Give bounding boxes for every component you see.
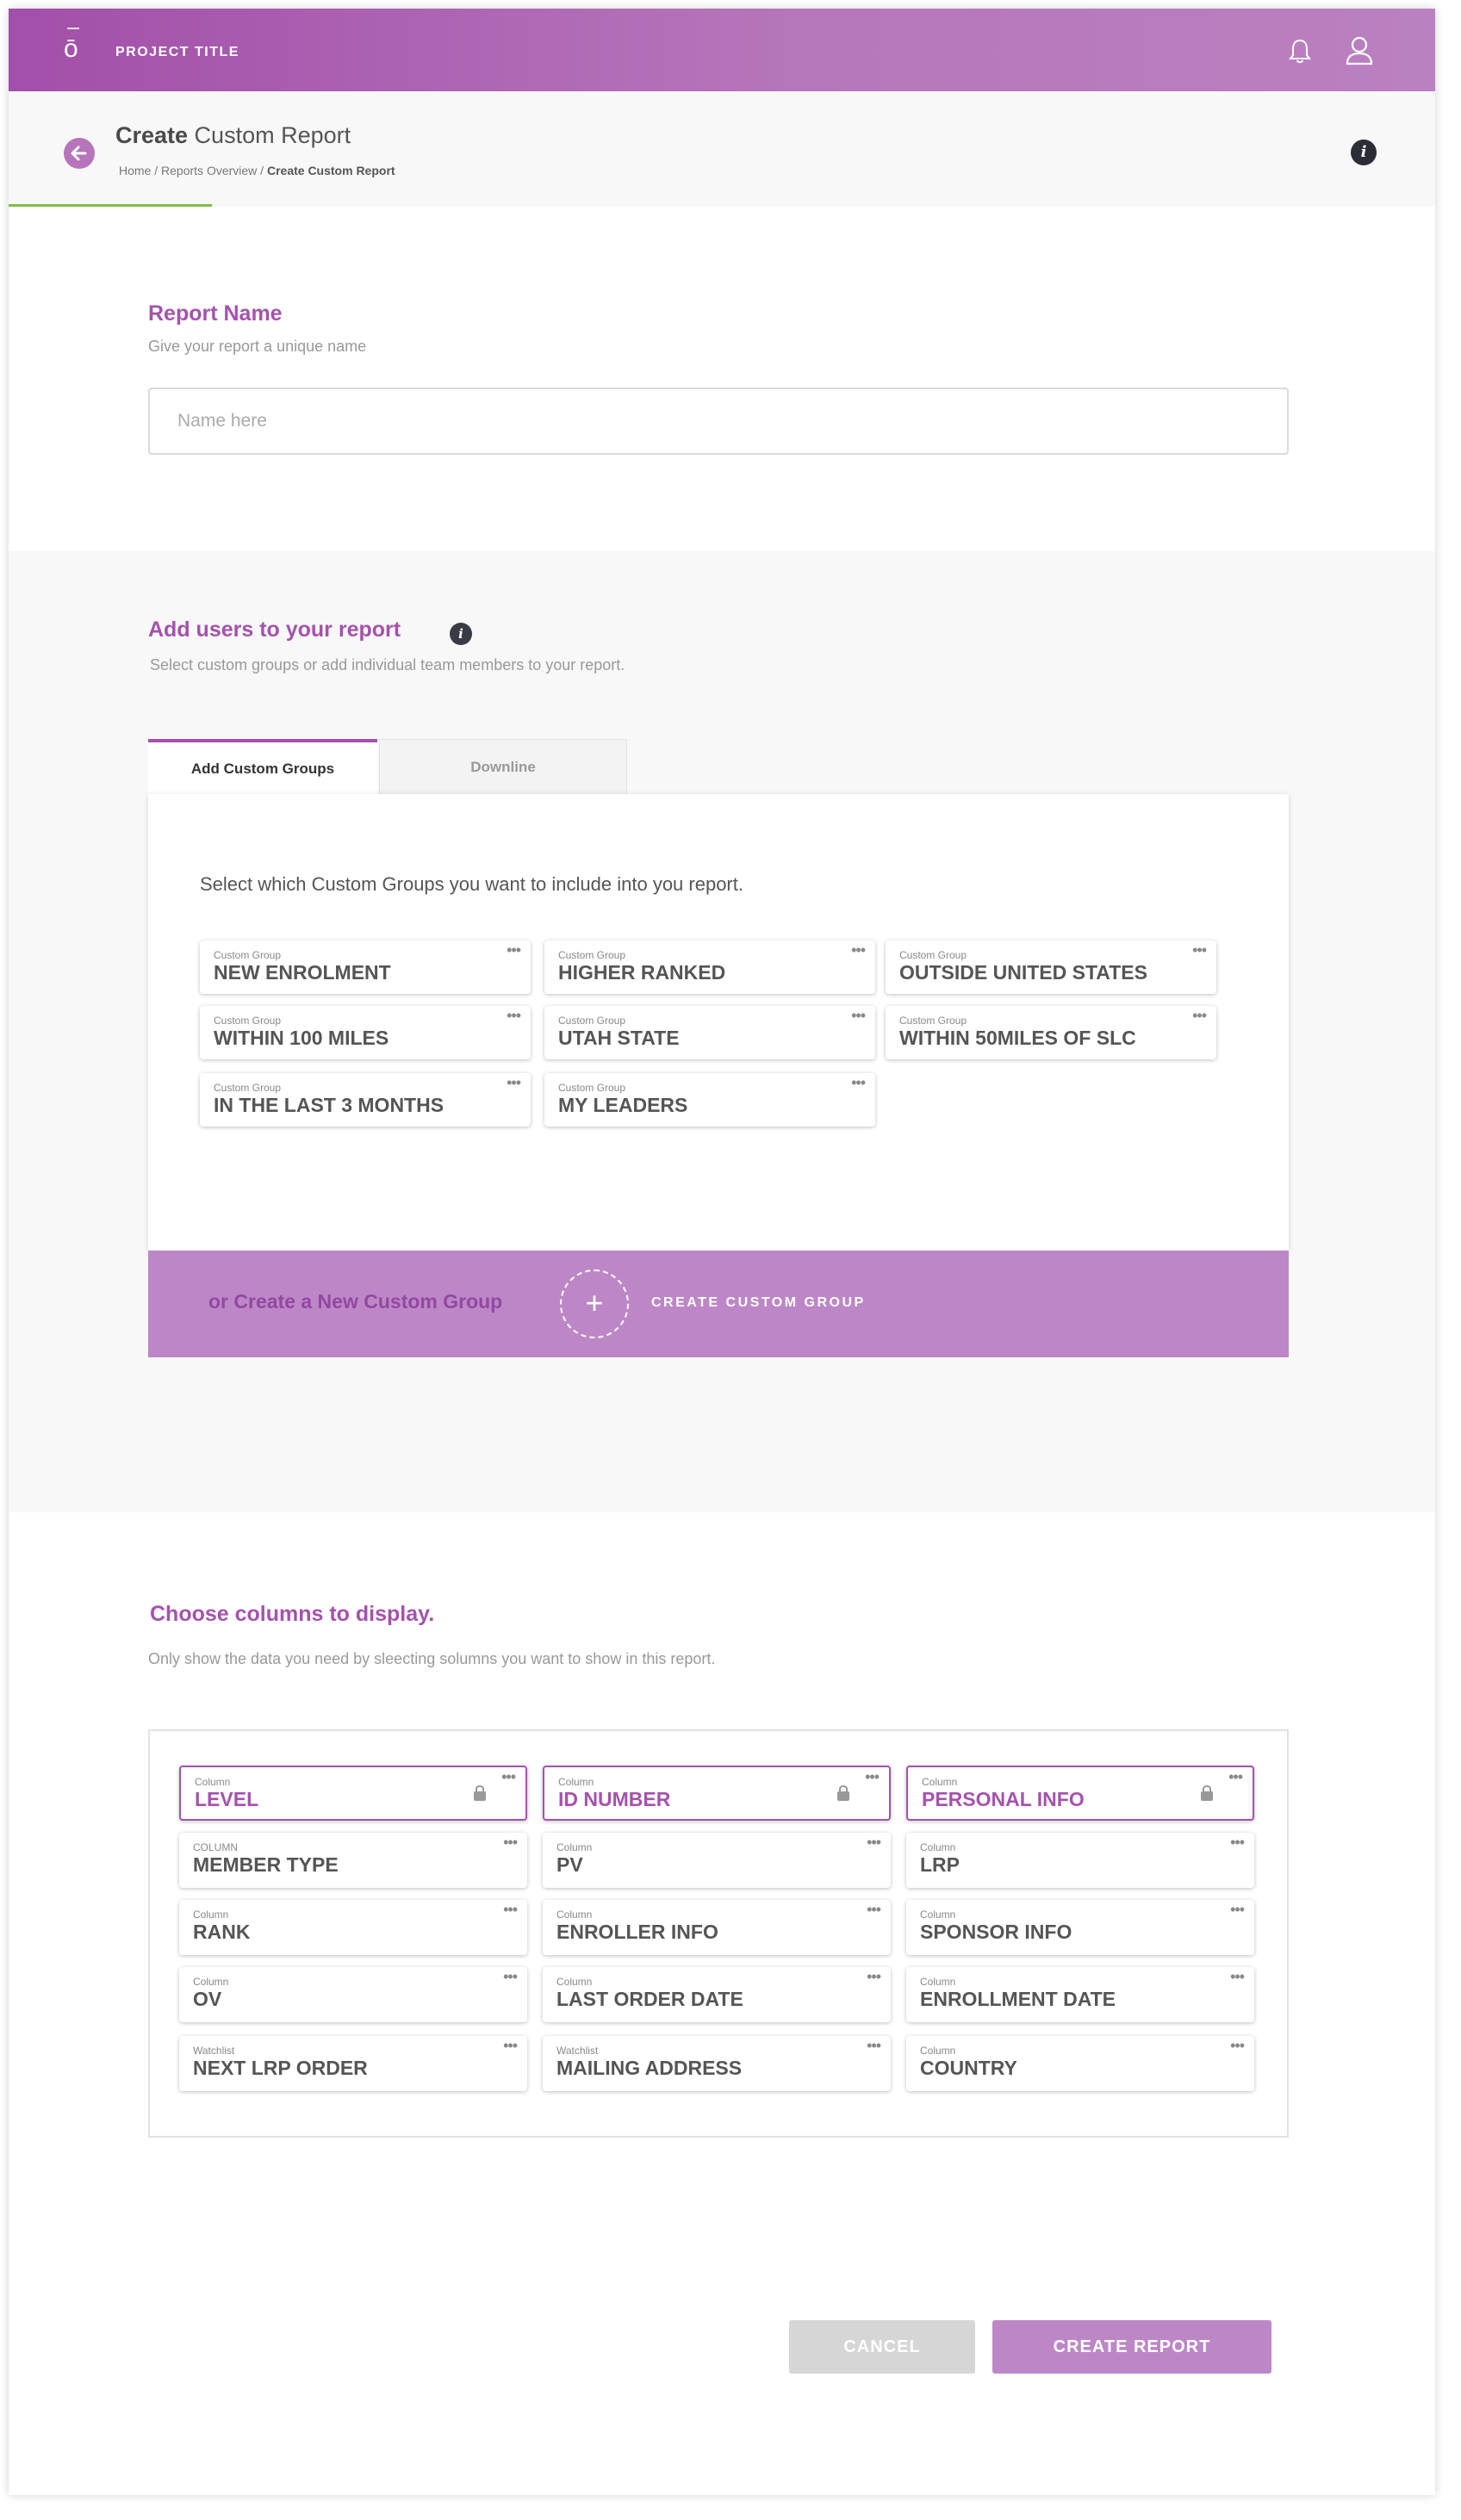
custom-group-label: WITHIN 50MILES OF SLC bbox=[899, 1027, 1136, 1049]
bell-icon[interactable] bbox=[1285, 36, 1315, 65]
breadcrumb-home[interactable]: Home bbox=[119, 164, 152, 177]
column-chip[interactable]: Column ENROLLMENT DATE ••• bbox=[906, 1967, 1254, 2022]
lock-icon bbox=[472, 1784, 488, 1802]
more-options-icon[interactable]: ••• bbox=[865, 1768, 879, 1785]
column-label: LRP bbox=[920, 1853, 960, 1876]
logo[interactable]: ō bbox=[64, 34, 78, 64]
users-subtitle: Select custom groups or add individual team members to your report. bbox=[150, 656, 625, 673]
more-options-icon[interactable]: ••• bbox=[503, 1834, 517, 1851]
column-label: PV bbox=[556, 1853, 583, 1876]
more-options-icon[interactable]: ••• bbox=[851, 1007, 865, 1024]
report-name-title: Report Name bbox=[148, 301, 283, 326]
breadcrumb-reports-overview[interactable]: Reports Overview bbox=[161, 164, 258, 177]
custom-group-chip[interactable]: Custom Group UTAH STATE ••• bbox=[544, 1006, 875, 1059]
column-label: MEMBER TYPE bbox=[193, 1853, 339, 1876]
user-icon[interactable] bbox=[1342, 34, 1377, 67]
column-label: ENROLLER INFO bbox=[556, 1921, 718, 1943]
more-options-icon[interactable]: ••• bbox=[867, 1968, 880, 1985]
column-label: MAILING ADDRESS bbox=[556, 2057, 743, 2079]
back-button[interactable] bbox=[64, 138, 95, 169]
column-chip[interactable]: Column OV ••• bbox=[179, 1967, 527, 2022]
more-options-icon[interactable]: ••• bbox=[1230, 1834, 1244, 1851]
more-options-icon[interactable]: ••• bbox=[867, 1901, 880, 1918]
more-options-icon[interactable]: ••• bbox=[1230, 1968, 1244, 1985]
more-options-icon[interactable]: ••• bbox=[507, 941, 520, 959]
column-label: COUNTRY bbox=[920, 2057, 1017, 2079]
column-label: SPONSOR INFO bbox=[920, 1921, 1072, 1943]
app-frame bbox=[9, 9, 1435, 2495]
more-options-icon[interactable]: ••• bbox=[851, 1074, 865, 1091]
column-chip[interactable]: COLUMN MEMBER TYPE ••• bbox=[179, 1833, 527, 1888]
more-options-icon[interactable]: ••• bbox=[501, 1768, 515, 1785]
column-chip[interactable]: Column PV ••• bbox=[543, 1833, 891, 1888]
breadcrumb: Home / Reports Overview / Create Custom Report bbox=[119, 164, 395, 177]
column-chip[interactable]: Column LAST ORDER DATE ••• bbox=[543, 1967, 891, 2022]
column-chip[interactable]: Column LRP ••• bbox=[906, 1833, 1254, 1888]
custom-groups-prompt: Select which Custom Groups you want to include into you report. bbox=[200, 873, 743, 895]
column-label: RANK bbox=[193, 1921, 251, 1943]
custom-group-label: IN THE LAST 3 MONTHS bbox=[214, 1094, 445, 1116]
more-options-icon[interactable]: ••• bbox=[503, 1901, 517, 1918]
info-icon[interactable]: i bbox=[1351, 140, 1377, 165]
custom-group-label: UTAH STATE bbox=[558, 1027, 680, 1049]
more-options-icon[interactable]: ••• bbox=[507, 1007, 520, 1024]
columns-subtitle: Only show the data you need by sleecting solumns you want to show in this report. bbox=[148, 1650, 716, 1667]
custom-group-chip[interactable]: Custom Group WITHIN 50MILES OF SLC ••• bbox=[886, 1006, 1216, 1059]
custom-group-chip[interactable]: Custom Group WITHIN 100 MILES ••• bbox=[200, 1006, 531, 1059]
column-chip[interactable]: Column ENROLLER INFO ••• bbox=[543, 1900, 891, 1955]
custom-group-chip[interactable]: Custom Group NEW ENROLMENT ••• bbox=[200, 940, 531, 994]
column-chip[interactable]: Column LEVEL ••• bbox=[179, 1766, 527, 1821]
column-label: ID NUMBER bbox=[558, 1788, 671, 1810]
create-custom-group-bar bbox=[148, 1251, 1289, 1357]
custom-group-chip[interactable]: Custom Group IN THE LAST 3 MONTHS ••• bbox=[200, 1073, 531, 1127]
column-chip[interactable]: Column PERSONAL INFO ••• bbox=[906, 1766, 1254, 1821]
report-name-subtitle: Give your report a unique name bbox=[148, 338, 367, 355]
breadcrumb-current: Create Custom Report bbox=[266, 164, 395, 177]
arrow-left-icon bbox=[64, 138, 95, 169]
custom-group-label: MY LEADERS bbox=[558, 1094, 688, 1116]
report-name-input[interactable] bbox=[148, 388, 1289, 455]
progress-indicator bbox=[9, 204, 212, 207]
plus-icon[interactable]: + bbox=[560, 1269, 629, 1338]
column-chip[interactable]: Column RANK ••• bbox=[179, 1900, 527, 1955]
custom-group-label: OUTSIDE UNITED STATES bbox=[899, 961, 1147, 984]
more-options-icon[interactable]: ••• bbox=[867, 2037, 880, 2054]
column-chip[interactable]: Column SPONSOR INFO ••• bbox=[906, 1900, 1254, 1955]
column-label: LEVEL bbox=[195, 1788, 259, 1810]
columns-title: Choose columns to display. bbox=[150, 1602, 435, 1626]
custom-group-chip[interactable]: Custom Group HIGHER RANKED ••• bbox=[544, 940, 875, 994]
tab-add-custom-groups[interactable]: Add Custom Groups bbox=[148, 739, 377, 796]
column-chip[interactable]: Watchlist MAILING ADDRESS ••• bbox=[543, 2036, 891, 2091]
more-options-icon[interactable]: ••• bbox=[503, 2037, 517, 2054]
column-label: NEXT LRP ORDER bbox=[193, 2057, 368, 2079]
more-options-icon[interactable]: ••• bbox=[851, 941, 865, 959]
more-options-icon[interactable]: ••• bbox=[1230, 2037, 1244, 2054]
column-label: ENROLLMENT DATE bbox=[920, 1988, 1116, 2010]
column-chip[interactable]: Column COUNTRY ••• bbox=[906, 2036, 1254, 2091]
create-report-button[interactable]: CREATE REPORT bbox=[992, 2320, 1271, 2374]
more-options-icon[interactable]: ••• bbox=[1230, 1901, 1244, 1918]
column-label: PERSONAL INFO bbox=[922, 1788, 1085, 1810]
column-chip[interactable]: Watchlist NEXT LRP ORDER ••• bbox=[179, 2036, 527, 2091]
more-options-icon[interactable]: ••• bbox=[1192, 1007, 1206, 1024]
create-custom-group-button[interactable]: CREATE CUSTOM GROUP bbox=[651, 1295, 866, 1310]
custom-group-label: NEW ENROLMENT bbox=[214, 961, 391, 984]
more-options-icon[interactable]: ••• bbox=[867, 1834, 880, 1851]
custom-group-chip[interactable]: Custom Group MY LEADERS ••• bbox=[544, 1073, 875, 1127]
more-options-icon[interactable]: ••• bbox=[1192, 941, 1206, 959]
info-icon[interactable]: i bbox=[450, 623, 472, 645]
project-title: PROJECT TITLE bbox=[115, 45, 239, 59]
page-title: Create Custom Report bbox=[115, 122, 351, 148]
more-options-icon[interactable]: ••• bbox=[507, 1074, 520, 1091]
create-custom-group-text: or Create a New Custom Group bbox=[208, 1290, 503, 1313]
custom-group-chip[interactable]: Custom Group OUTSIDE UNITED STATES ••• bbox=[886, 940, 1216, 994]
cancel-button[interactable]: CANCEL bbox=[789, 2320, 975, 2374]
column-label: LAST ORDER DATE bbox=[556, 1988, 743, 2010]
users-title: Add users to your report bbox=[148, 618, 401, 642]
column-label: OV bbox=[193, 1988, 222, 2010]
column-chip[interactable]: Column ID NUMBER ••• bbox=[543, 1766, 891, 1821]
top-navbar bbox=[9, 9, 1435, 91]
more-options-icon[interactable]: ••• bbox=[1228, 1768, 1242, 1785]
page-header bbox=[9, 91, 1435, 207]
custom-group-label: WITHIN 100 MILES bbox=[214, 1027, 389, 1049]
lock-icon bbox=[836, 1784, 851, 1802]
tab-downline[interactable]: Downline bbox=[379, 739, 627, 796]
lock-icon bbox=[1199, 1784, 1215, 1802]
custom-group-label: HIGHER RANKED bbox=[558, 961, 726, 984]
more-options-icon[interactable]: ••• bbox=[503, 1968, 517, 1985]
